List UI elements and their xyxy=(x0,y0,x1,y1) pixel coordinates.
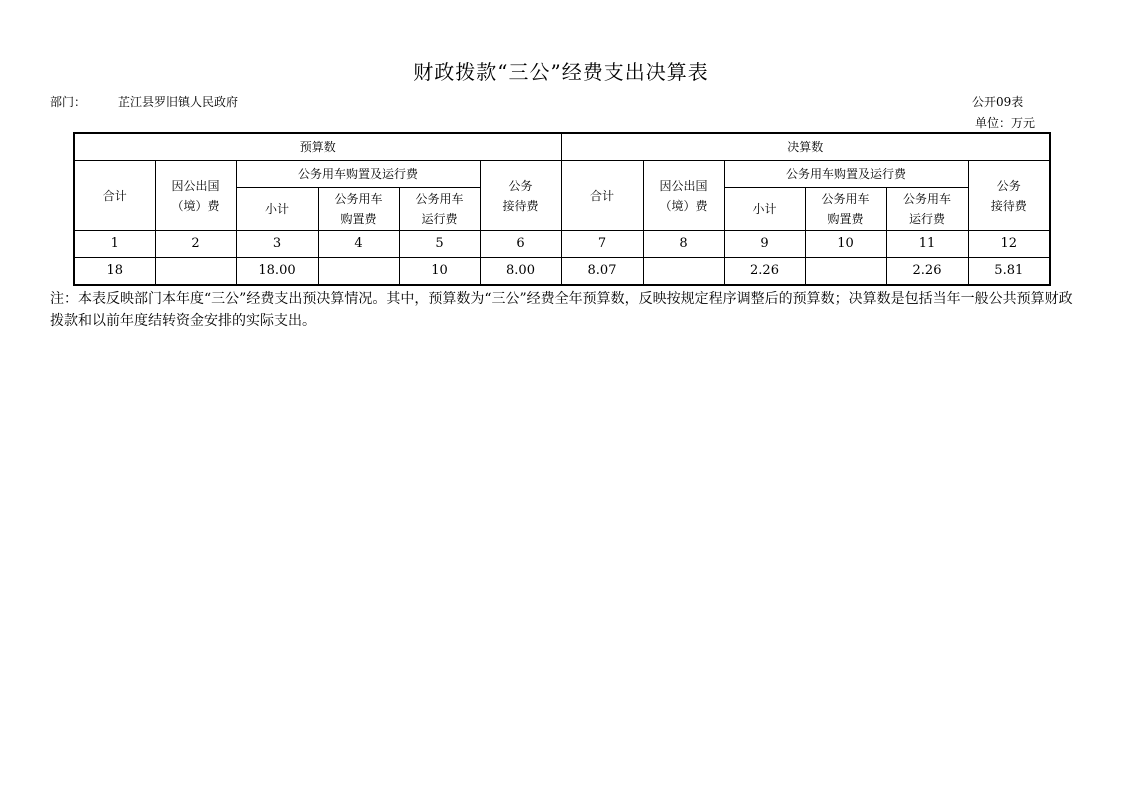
budget-total-value: 18 xyxy=(74,258,155,286)
form-number: 公开09表 xyxy=(972,95,1024,109)
final-operation-header: 公务用车 运行费 xyxy=(886,188,968,231)
column-index: 3 xyxy=(236,231,318,258)
department-name: 芷江县罗旧镇人民政府 xyxy=(118,95,239,109)
final-total-value: 8.07 xyxy=(561,258,643,286)
final-subtotal-header: 小计 xyxy=(724,188,805,231)
budget-operation-header: 公务用车 运行费 xyxy=(399,188,480,231)
table-row xyxy=(74,258,1050,286)
final-subtotal-value: 2.26 xyxy=(724,258,805,286)
column-index: 7 xyxy=(561,231,643,258)
column-index: 5 xyxy=(399,231,480,258)
column-index: 6 xyxy=(480,231,561,258)
column-index: 1 xyxy=(74,231,155,258)
department-label: 部门： xyxy=(50,95,87,109)
final-operation-value: 2.26 xyxy=(886,258,968,286)
final-purchase-value xyxy=(805,258,886,286)
final-reception-value: 5.81 xyxy=(968,258,1050,286)
column-index: 9 xyxy=(724,231,805,258)
column-index: 12 xyxy=(968,231,1050,258)
unit-label: 单位：万元 xyxy=(975,116,1036,130)
budget-purchase-header: 公务用车 购置费 xyxy=(318,188,399,231)
three-public-expenses-table xyxy=(73,132,1051,286)
final-vehicle-group-header: 公务用车购置及运行费 xyxy=(724,161,968,188)
final-group-header: 决算数 xyxy=(561,133,1050,161)
budget-reception-value: 8.00 xyxy=(480,258,561,286)
budget-abroad-value xyxy=(155,258,236,286)
column-index: 2 xyxy=(155,231,236,258)
column-index: 10 xyxy=(805,231,886,258)
final-abroad-value xyxy=(643,258,724,286)
page-title: 财政拨款“三公”经费支出决算表 xyxy=(413,60,709,84)
budget-group-header: 预算数 xyxy=(74,133,561,161)
final-total-header: 合计 xyxy=(561,161,643,231)
budget-total-header: 合计 xyxy=(74,161,155,231)
budget-reception-header: 公务 接待费 xyxy=(480,161,561,231)
final-abroad-header: 因公出国 （境）费 xyxy=(643,161,724,231)
final-purchase-header: 公务用车 购置费 xyxy=(805,188,886,231)
budget-operation-value: 10 xyxy=(399,258,480,286)
footnote: 注：本表反映部门本年度“三公”经费支出预决算情况。其中，预算数为“三公”经费全年预算数，反映按规定程序调整后的预算数；决算数是包括当年一般公共预算财政拨款和以前年度结转资金安排的实际支出。 xyxy=(50,291,1073,329)
budget-subtotal-value: 18.00 xyxy=(236,258,318,286)
budget-abroad-header: 因公出国 （境）费 xyxy=(155,161,236,231)
final-reception-header: 公务 接待费 xyxy=(968,161,1050,231)
budget-purchase-value xyxy=(318,258,399,286)
column-index: 11 xyxy=(886,231,968,258)
column-index: 4 xyxy=(318,231,399,258)
budget-vehicle-group-header: 公务用车购置及运行费 xyxy=(236,161,480,188)
budget-subtotal-header: 小计 xyxy=(236,188,318,231)
column-index-row xyxy=(74,231,1050,258)
column-index: 8 xyxy=(643,231,724,258)
